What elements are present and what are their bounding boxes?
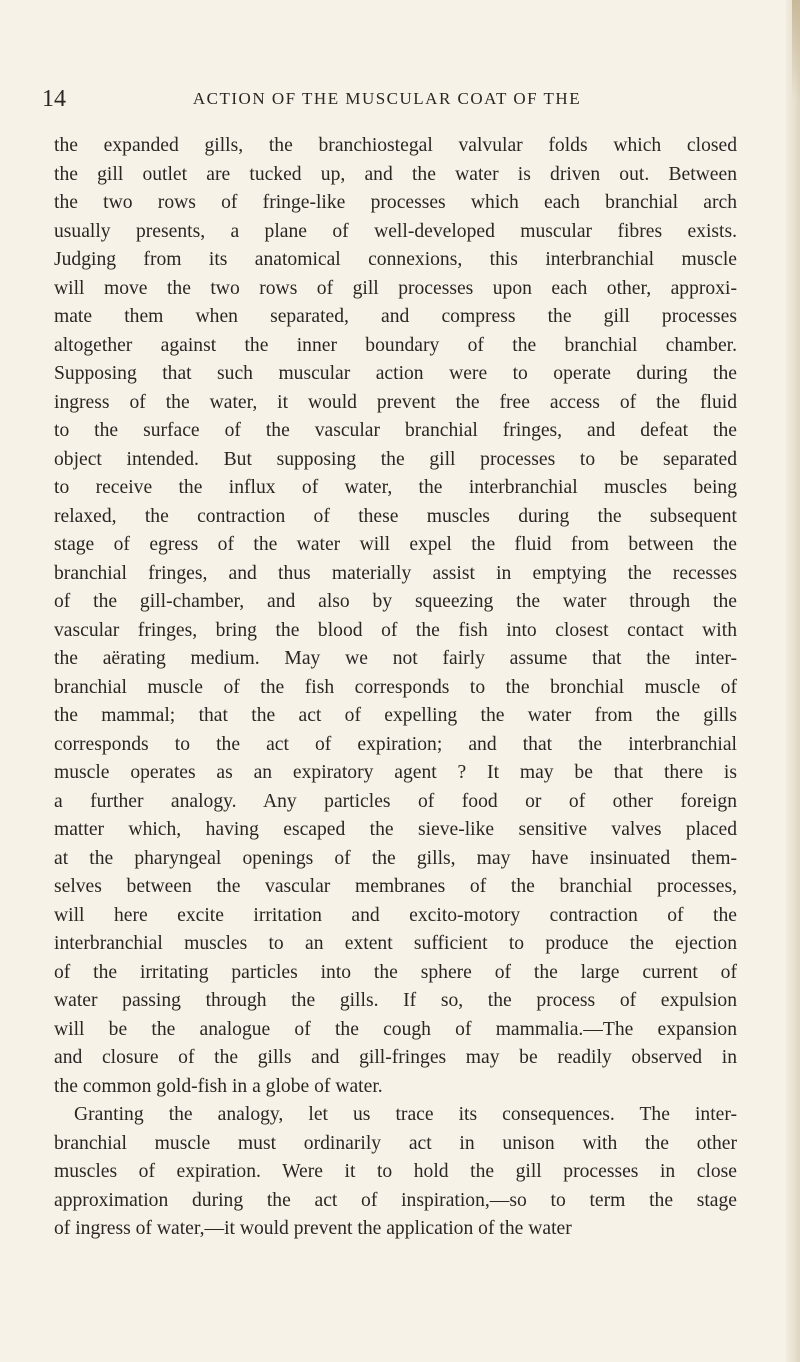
paragraph — [54, 1101, 737, 1244]
text-line: of ingress of water,—it would prevent the application of the water — [54, 1218, 572, 1239]
text-line: the common gold-fish in a globe of water. — [54, 1075, 383, 1097]
text-line: of the gill-chamber, and also by squeezing the water through the — [54, 591, 737, 612]
text-line: will be the analogue of the cough of mammalia.—The expansion — [54, 1018, 737, 1040]
text-line: the mammal; that the act of expelling the water from the gills — [54, 705, 737, 726]
text-line: ingress of the water, it would prevent the free access of the fluid — [54, 391, 737, 413]
text-line: will move the two rows of gill processes upon each other, approxi- — [54, 277, 737, 299]
text-line: selves between the vascular membranes of the branchial processes, — [54, 876, 737, 897]
text-line: branchial fringes, and thus materially assist in emptying the recesses — [54, 562, 737, 584]
page-number: 14 — [42, 86, 66, 112]
text-line: a further analogy. Any particles of food or of other foreign — [54, 790, 737, 812]
text-line: branchial muscle of the fish corresponds to the bronchial muscle of — [54, 676, 737, 698]
text-line: vascular fringes, bring the blood of the fish into closest contact with — [54, 619, 737, 641]
text-line: muscles of expiration. Were it to hold the gill processes in close — [54, 1161, 737, 1182]
text-line: water passing through the gills. If so, the process of expulsion — [54, 990, 737, 1011]
text-line: Judging from its anatomical connexions, this interbranchial muscle — [54, 249, 737, 270]
page-header — [42, 84, 732, 114]
text-line: to receive the influx of water, the interbranchial muscles being — [54, 477, 737, 498]
text-line: mate them when separated, and compress the gill processes — [54, 306, 737, 327]
text-line: object intended. But supposing the gill processes to be separated — [54, 448, 737, 470]
text-line: Supposing that such muscular action were to operate during the — [54, 363, 737, 384]
text-line: usually presents, a plane of well-developed muscular fibres exists. — [54, 220, 737, 242]
text-line: relaxed, the contraction of these muscles during the subsequent — [54, 505, 737, 527]
text-line: the aërating medium. May we not fairly assume that the inter- — [54, 648, 737, 669]
text-line: branchial muscle must ordinarily act in unison with the other — [54, 1132, 737, 1154]
text-line: matter which, having escaped the sieve-like sensitive valves placed — [54, 819, 737, 840]
text-line: altogether against the inner boundary of the branchial chamber. — [54, 334, 737, 356]
text-line: the gill outlet are tucked up, and the water is driven out. Between — [54, 163, 737, 185]
page-edge-mark — [792, 0, 800, 100]
text-line: at the pharyngeal openings of the gills, may have insinuated them- — [54, 847, 737, 869]
text-line: corresponds to the act of expiration; and that the interbranchial — [54, 733, 737, 755]
text-line: stage of egress of the water will expel the fluid from between the — [54, 534, 737, 555]
text-line: Granting the analogy, let us trace its consequences. The inter- — [74, 1104, 737, 1125]
text-line: of the irritating particles into the sphere of the large current of — [54, 961, 737, 983]
text-line: approximation during the act of inspiration,—so to term the stage — [54, 1189, 737, 1211]
paragraph — [54, 132, 737, 1101]
text-line: muscle operates as an expiratory agent ? It may be that there is — [54, 762, 737, 783]
text-line: will here excite irritation and excito-motory contraction of the — [54, 904, 737, 926]
text-line: and closure of the gills and gill-fringes may be readily observed in — [54, 1047, 737, 1068]
page-edge — [786, 0, 800, 1362]
text-line: the two rows of fringe-like processes which each branchial arch — [54, 192, 737, 213]
text-line: to the surface of the vascular branchial fringes, and defeat the — [54, 420, 737, 441]
text-line: the expanded gills, the branchiostegal valvular folds which closed — [54, 135, 737, 156]
body-text — [54, 132, 737, 1244]
running-head: ACTION OF THE MUSCULAR COAT OF THE — [192, 89, 582, 108]
text-line: interbranchial muscles to an extent sufficient to produce the ejection — [54, 933, 737, 954]
